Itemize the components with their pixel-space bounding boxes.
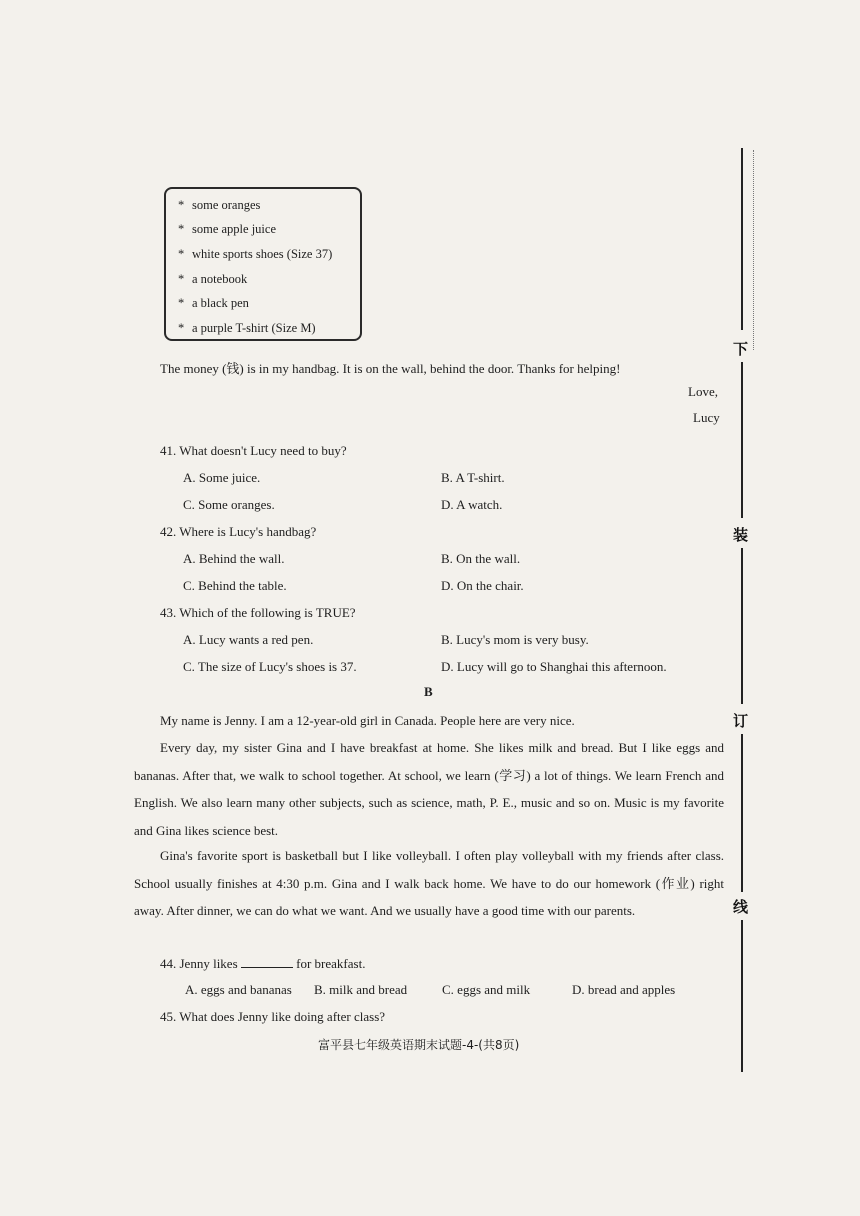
passage-paragraph-2: Every day, my sister Gina and I have breakfast at home. She likes milk and bread. But I like eggs and bananas. After that, we walk to school together. At school, we learn (学习) a lot of things. We learn French and English. We also learn many other subjects, such as science, math, P. E., music and so on. Music is my favorite and Gina likes science best. [134,740,724,838]
note-money-line: The money (钱) is in my handbag. It is on the wall, behind the door. Thanks for helping! [160,361,621,376]
q42-option-d: D. On the chair. [441,578,524,593]
answer-blank [241,957,293,968]
q44-option-d: D. bread and apples [572,982,676,997]
question-43: 43. Which of the following is TRUE? [160,605,356,620]
q42-option-b: B. On the wall. [441,551,521,566]
q44-stem-after: for breakfast. [296,956,366,971]
list-item: * some oranges [178,198,261,212]
binding-line-segment [741,920,743,1072]
q43-option-b: B. Lucy's mom is very busy. [441,632,589,647]
q42-option-a: A. Behind the wall. [183,551,285,566]
binding-mark-ding: 订 [733,712,749,730]
shopping-list-box [164,187,362,341]
list-item: * a purple T-shirt (Size M) [178,321,316,335]
page-footer: 富平县七年级英语期末试题-4-(共8页) [318,1038,520,1052]
q41-option-a: A. Some juice. [183,470,261,485]
binding-mark-xia: 下 [733,340,749,358]
q44-option-b: B. milk and bread [314,982,408,997]
question-44 [160,956,365,972]
q42-option-c: C. Behind the table. [183,578,287,593]
list-item: * white sports shoes (Size 37) [178,247,333,261]
list-item: * a black pen [178,296,249,310]
binding-mark-xian: 线 [733,898,749,916]
q43-option-a: A. Lucy wants a red pen. [183,632,314,647]
q43-option-d: D. Lucy will go to Shanghai this afternoon. [441,659,667,674]
q44-stem-before: 44. Jenny likes [160,956,238,971]
q44-option-c: C. eggs and milk [442,982,531,997]
q43-option-c: C. The size of Lucy's shoes is 37. [183,659,357,674]
binding-line-segment [741,734,743,892]
q41-option-d: D. A watch. [441,497,503,512]
question-41: 41. What doesn't Lucy need to buy? [160,443,347,458]
binding-line-segment [741,362,743,518]
binding-line-segment [741,148,743,330]
q41-option-c: C. Some oranges. [183,497,275,512]
list-item: * a notebook [178,272,248,286]
dotted-margin-line [753,150,755,350]
question-42: 42. Where is Lucy's handbag? [160,524,317,539]
binding-mark-zhuang: 装 [733,526,749,544]
binding-line-segment [741,548,743,704]
question-45: 45. What does Jenny like doing after class? [160,1009,386,1024]
list-item: * some apple juice [178,222,276,236]
q44-option-a: A. eggs and bananas [185,982,292,997]
note-signature: Lucy [693,410,720,425]
note-closing: Love, [688,384,718,399]
passage-paragraph-3: Gina's favorite sport is basketball but I like volleyball. I often play volleyball with my friends after class. School usually finishes at 4:30 p.m. Gina and I walk back home. We have to do our homework (作业) right away. After dinner, we can do what we want. And we usually have a good time with our parents. [134,848,724,918]
section-b-heading: B [424,684,433,699]
q41-option-b: B. A T-shirt. [441,470,505,485]
passage-paragraph-1: My name is Jenny. I am a 12-year-old girl in Canada. People here are very nice. [160,713,575,728]
